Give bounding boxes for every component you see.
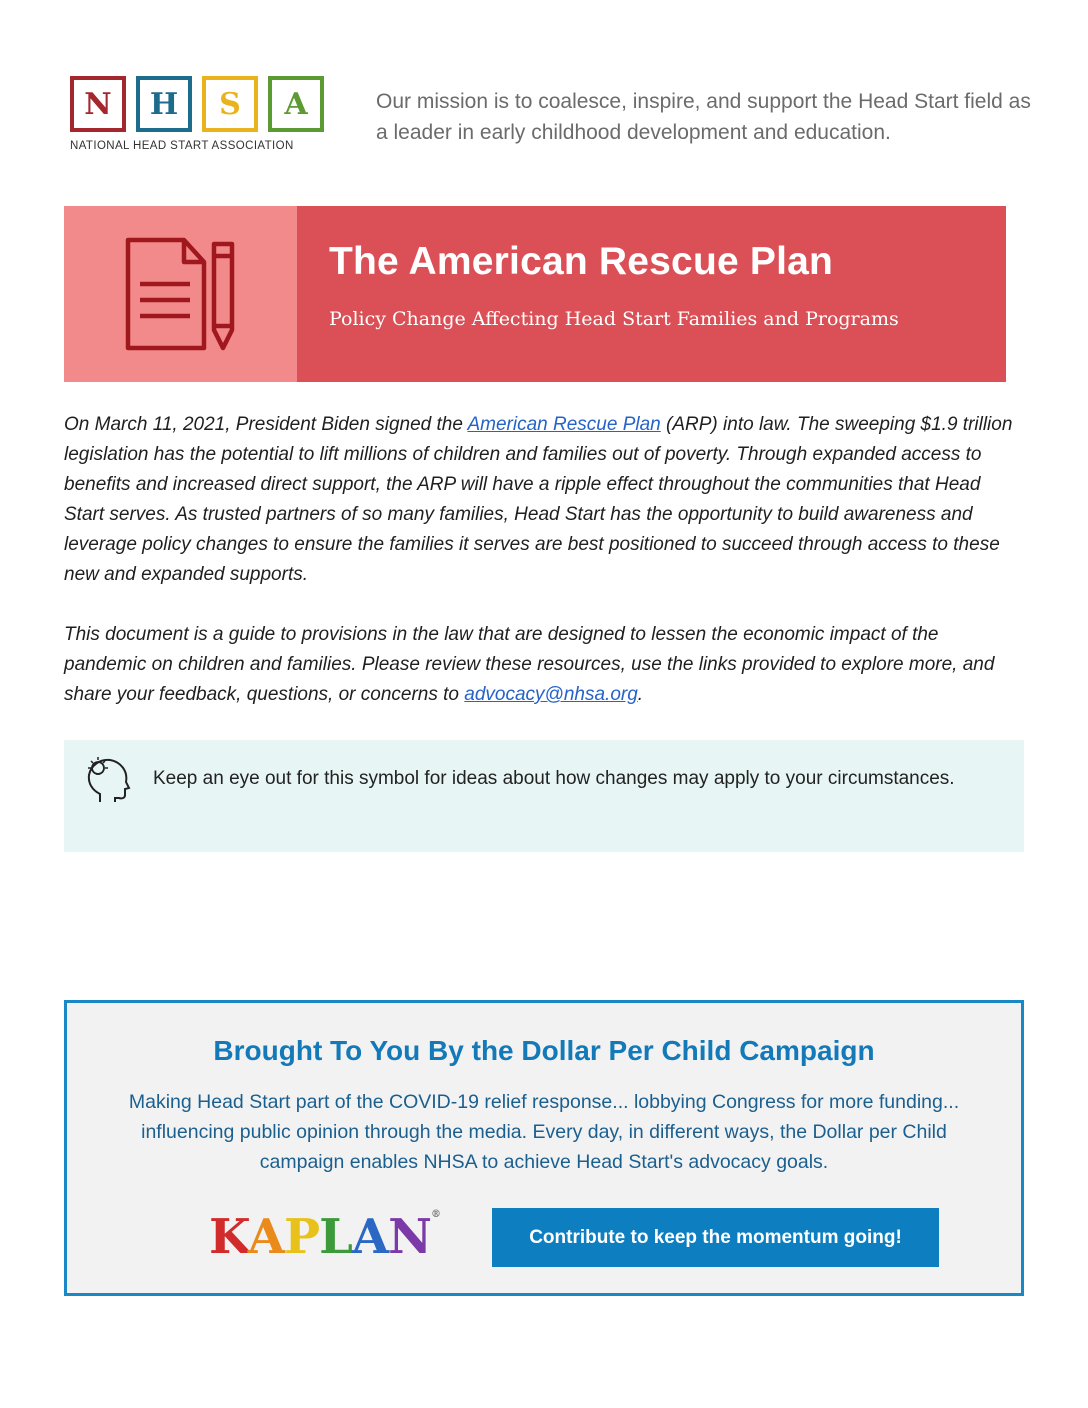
banner-main (297, 206, 1006, 382)
intro-paragraph-2 (64, 620, 1024, 710)
document-pencil-icon (124, 236, 244, 356)
intro-paragraph-1 (64, 410, 1024, 590)
intro-p2-text: This document is a guide to provisions in the law that are designed to lessen the economic impact of the pandemic on children and families. Please review these resources, use the links provided to explore more, and share your feedback, questions, or concerns to (64, 624, 995, 705)
title-banner (64, 206, 1006, 382)
kaplan-logo: KAPLAN® (209, 1209, 440, 1265)
page-subtitle: Policy Change Affecting Head Start Families and Programs (329, 308, 899, 330)
logo-caption: NATIONAL HEAD START ASSOCIATION (70, 140, 294, 152)
intro-p2-text-2: . (637, 684, 644, 705)
nhsa-logo (70, 76, 328, 158)
intro-p1-text: On March 11, 2021, President Biden signed the (64, 414, 468, 435)
logo-block-h: H (136, 76, 192, 132)
campaign-text: Making Head Start part of the COVID-19 relief response... lobbying Congress for more funding... influencing public opinion through the media. Every day, in different ways, the Dollar per Child campaign enables NHSA to achieve Head Start's advocacy goals. (128, 1091, 960, 1173)
tip-text: Keep an eye out for this symbol for ideas about how changes may apply to your circumstances. (153, 768, 955, 789)
advocacy-email-link[interactable]: advocacy@nhsa.org (464, 684, 638, 705)
logo-block-n: N (70, 76, 126, 132)
logo-blocks (70, 76, 328, 132)
campaign-box (64, 1000, 1024, 1296)
contribute-button[interactable]: Contribute to keep the momentum going! (492, 1208, 939, 1267)
intro-text (64, 410, 1024, 710)
tip-box (64, 740, 1024, 852)
lightbulb-head-icon (82, 754, 132, 806)
logo-block-s: S (202, 76, 258, 132)
page-title: The American Rescue Plan (329, 240, 834, 283)
mission-statement: Our mission is to coalesce, inspire, and support the Head Start field as a leader in early childhood development and education. (376, 90, 1031, 144)
intro-p1-text-2: (ARP) into law. The sweeping $1.9 trillion legislation has the potential to lift millions of children and families out of poverty. Through expanded access to benefits and increased direct support, the ARP will have a ripple effect throughout the communities that Head Start serves. As trusted partners of so many families, Head Start has the opportunity to build awareness and leverage policy changes to ensure the families it serves are best positioned to succeed through access to these new and expanded supports. (64, 414, 1013, 585)
logo-block-a: A (268, 76, 324, 132)
campaign-title: Brought To You By the Dollar Per Child Campaign (213, 1035, 875, 1066)
arp-link[interactable]: American Rescue Plan (467, 414, 661, 435)
banner-icon-panel (64, 206, 297, 382)
